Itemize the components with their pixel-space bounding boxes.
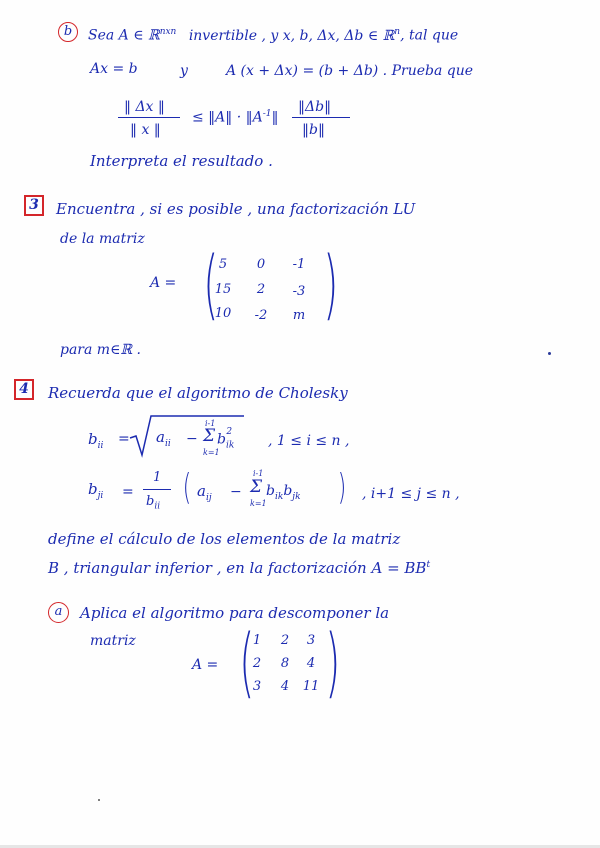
formula-2-inner-a-sub: ij [205, 493, 212, 503]
formula-1-lhs-sub: ii [97, 441, 104, 451]
m3-cell-1-1: 2 [256, 282, 266, 297]
formula-2-cond-text: , i+1 ≤ j ≤ n , [362, 486, 460, 502]
formula-1-lhs-b: b [88, 430, 98, 448]
problem-4-desc1 [48, 532, 400, 547]
formula-1-a-sub: ii [164, 439, 171, 449]
m3-cell-1-2: -3 [292, 284, 306, 299]
formula-1-eq-sign: = [118, 431, 130, 447]
formula-2-minus-sign: − [230, 484, 242, 500]
formula-1-sum-top-text: i-1 [205, 419, 216, 428]
part-b-line1-end: , tal que [400, 27, 459, 44]
formula-1-a-letter: a [156, 428, 165, 446]
formula-2-inner-a [197, 484, 212, 503]
problem-4-desc1-text: define el cálculo de los elementos de la matriz [48, 530, 401, 548]
part-b-interpret-text: Interpreta el resultado . [90, 152, 273, 170]
formula-2-sum [250, 479, 262, 496]
m4-cell-2-0: 3 [252, 679, 262, 694]
m3-cell-2-2: m [292, 308, 306, 323]
formula-2-terms [266, 484, 301, 502]
formula-2-term-sub2: jk [292, 491, 301, 502]
stray-dot-1 [548, 352, 551, 355]
formula-2-sum-sign: Σ [250, 477, 263, 497]
formula-2-lhs-sub: ji [97, 491, 104, 501]
formula-2-frac-num-text: 1 [153, 470, 162, 485]
formula-2-lhs-b: b [88, 480, 98, 498]
m3-cell-2-1: -2 [254, 308, 268, 323]
m3-cell-0-2: -1 [292, 257, 306, 272]
part-a-line1 [80, 606, 389, 621]
part-b-perturbed-eq: A (x + Δx) = (b + Δb) . Prueba que [226, 63, 474, 79]
problem-4-number: 4 [19, 381, 29, 397]
formula-1-b-letter: b [217, 431, 226, 448]
part-a-line1-text: Aplica el algoritmo para descomponer la [80, 604, 390, 622]
problem-3-footer-text: para m∈ℝ . [60, 342, 141, 358]
formula-2-inner-a-letter: a [197, 482, 206, 500]
problem-4-desc2-sup: t [426, 560, 431, 570]
formula-1-b-sup: 2 [226, 427, 233, 437]
ineq-num-left-text: ‖ Δx ‖ [124, 99, 165, 115]
m3-cell-1-0: 15 [214, 282, 232, 297]
formula-2-cond [362, 487, 460, 501]
problem-3-matrix-label-text: A = [150, 275, 177, 291]
problem-4-matrix-left-paren: ( [239, 617, 255, 706]
formula-2-right-paren: ) [337, 467, 347, 508]
formula-2-frac-den [146, 495, 160, 512]
ineq-den-left-text: ‖ x ‖ [130, 122, 161, 138]
problem-3-number: 3 [29, 197, 39, 213]
formula-2-frac-num [153, 471, 161, 484]
m4-cell-0-0: 1 [252, 633, 262, 648]
m4-cell-1-1: 8 [280, 656, 290, 671]
formula-1-sum-bot-text: k=1 [203, 448, 220, 457]
ineq-den-right-text: ‖b‖ [302, 122, 325, 138]
part-b-line1-sup: nxn [159, 27, 177, 37]
formula-1-a [156, 430, 171, 449]
part-b-label: b [63, 24, 73, 39]
problem-4-matrix-label [192, 658, 218, 672]
problem-3-matrix-left-paren: ( [203, 239, 219, 328]
m4-cell-1-2: 4 [306, 656, 316, 671]
m4-cell-0-1: 2 [280, 633, 290, 648]
formula-1-cond [268, 434, 349, 448]
ineq-mid-text: ≤ ‖A‖ · ‖A [192, 109, 263, 126]
part-b-line1-sup2: n [394, 27, 401, 37]
m4-cell-2-2: 11 [302, 679, 320, 694]
part-a-line2-text: matriz [90, 633, 136, 649]
part-a-label: a [54, 604, 63, 619]
formula-1-b-sub: ik [225, 440, 235, 451]
part-a-marker [48, 602, 69, 623]
formula-2-term-sub1: ik [274, 491, 284, 502]
formula-2-term-b1: b [266, 483, 275, 499]
part-b-eq-ax: Ax = b [90, 61, 138, 77]
part-b-line1-rest: invertible , y x, b, Δx, Δb ∈ ℝ [188, 27, 395, 44]
ineq-mid-end: ‖ [271, 109, 279, 126]
formula-2-minus [230, 485, 242, 499]
formula-2-frac-den-sub: ii [154, 501, 161, 512]
formula-2-term-b2: b [283, 483, 293, 499]
formula-2-frac-den-b: b [146, 494, 155, 509]
formula-2-left-paren: ( [182, 467, 192, 508]
formula-1-cond-text: , 1 ≤ i ≤ n , [268, 433, 350, 449]
problem-4-desc2 [48, 561, 430, 576]
problem-4-line1-text: Recuerda que el algoritmo de Cholesky [48, 384, 348, 402]
problem-3-matrix-right-paren: ) [323, 239, 339, 328]
ineq-mid-sup: -1 [262, 109, 272, 119]
formula-1-sum [203, 428, 215, 445]
problem-4-matrix-right-paren: ) [325, 617, 341, 706]
m4-cell-2-1: 4 [280, 679, 290, 694]
formula-1-minus-sign: − [186, 431, 198, 447]
stray-dot-2 [98, 799, 100, 801]
formula-2-eq [122, 485, 134, 499]
formula-1-b [217, 427, 235, 451]
formula-2-eq-sign: = [122, 484, 134, 500]
m4-cell-1-0: 2 [252, 656, 262, 671]
m3-cell-2-0: 10 [214, 306, 232, 321]
part-a-line2 [90, 634, 136, 648]
problem-3-line2-text: de la matriz [60, 231, 145, 247]
m4-cell-0-2: 3 [306, 633, 316, 648]
formula-2-lhs [88, 482, 103, 501]
problem-3-line1-text: Encuentra , si es posible , una factorización LU [56, 200, 416, 218]
formula-1-sum-sign: Σ [203, 426, 216, 446]
part-b-and: y [180, 63, 188, 79]
part-b-line1-text: Sea A ∈ ℝ [88, 27, 160, 44]
formula-2-sum-bot [250, 500, 267, 508]
formula-2-sum-top-text: i-1 [253, 469, 264, 478]
m3-cell-0-0: 5 [218, 257, 228, 272]
formula-2-sum-bot-text: k=1 [250, 499, 267, 508]
formula-1-minus [186, 432, 198, 446]
problem-4-matrix-label-text: A = [192, 657, 219, 673]
formula-2-frac-bar [143, 489, 171, 490]
ineq-num-right-text: ‖Δb‖ [298, 99, 332, 115]
problem-4-desc2-text: B , triangular inferior , en la factorización A = BB [48, 559, 427, 577]
m3-cell-0-1: 0 [256, 257, 266, 272]
